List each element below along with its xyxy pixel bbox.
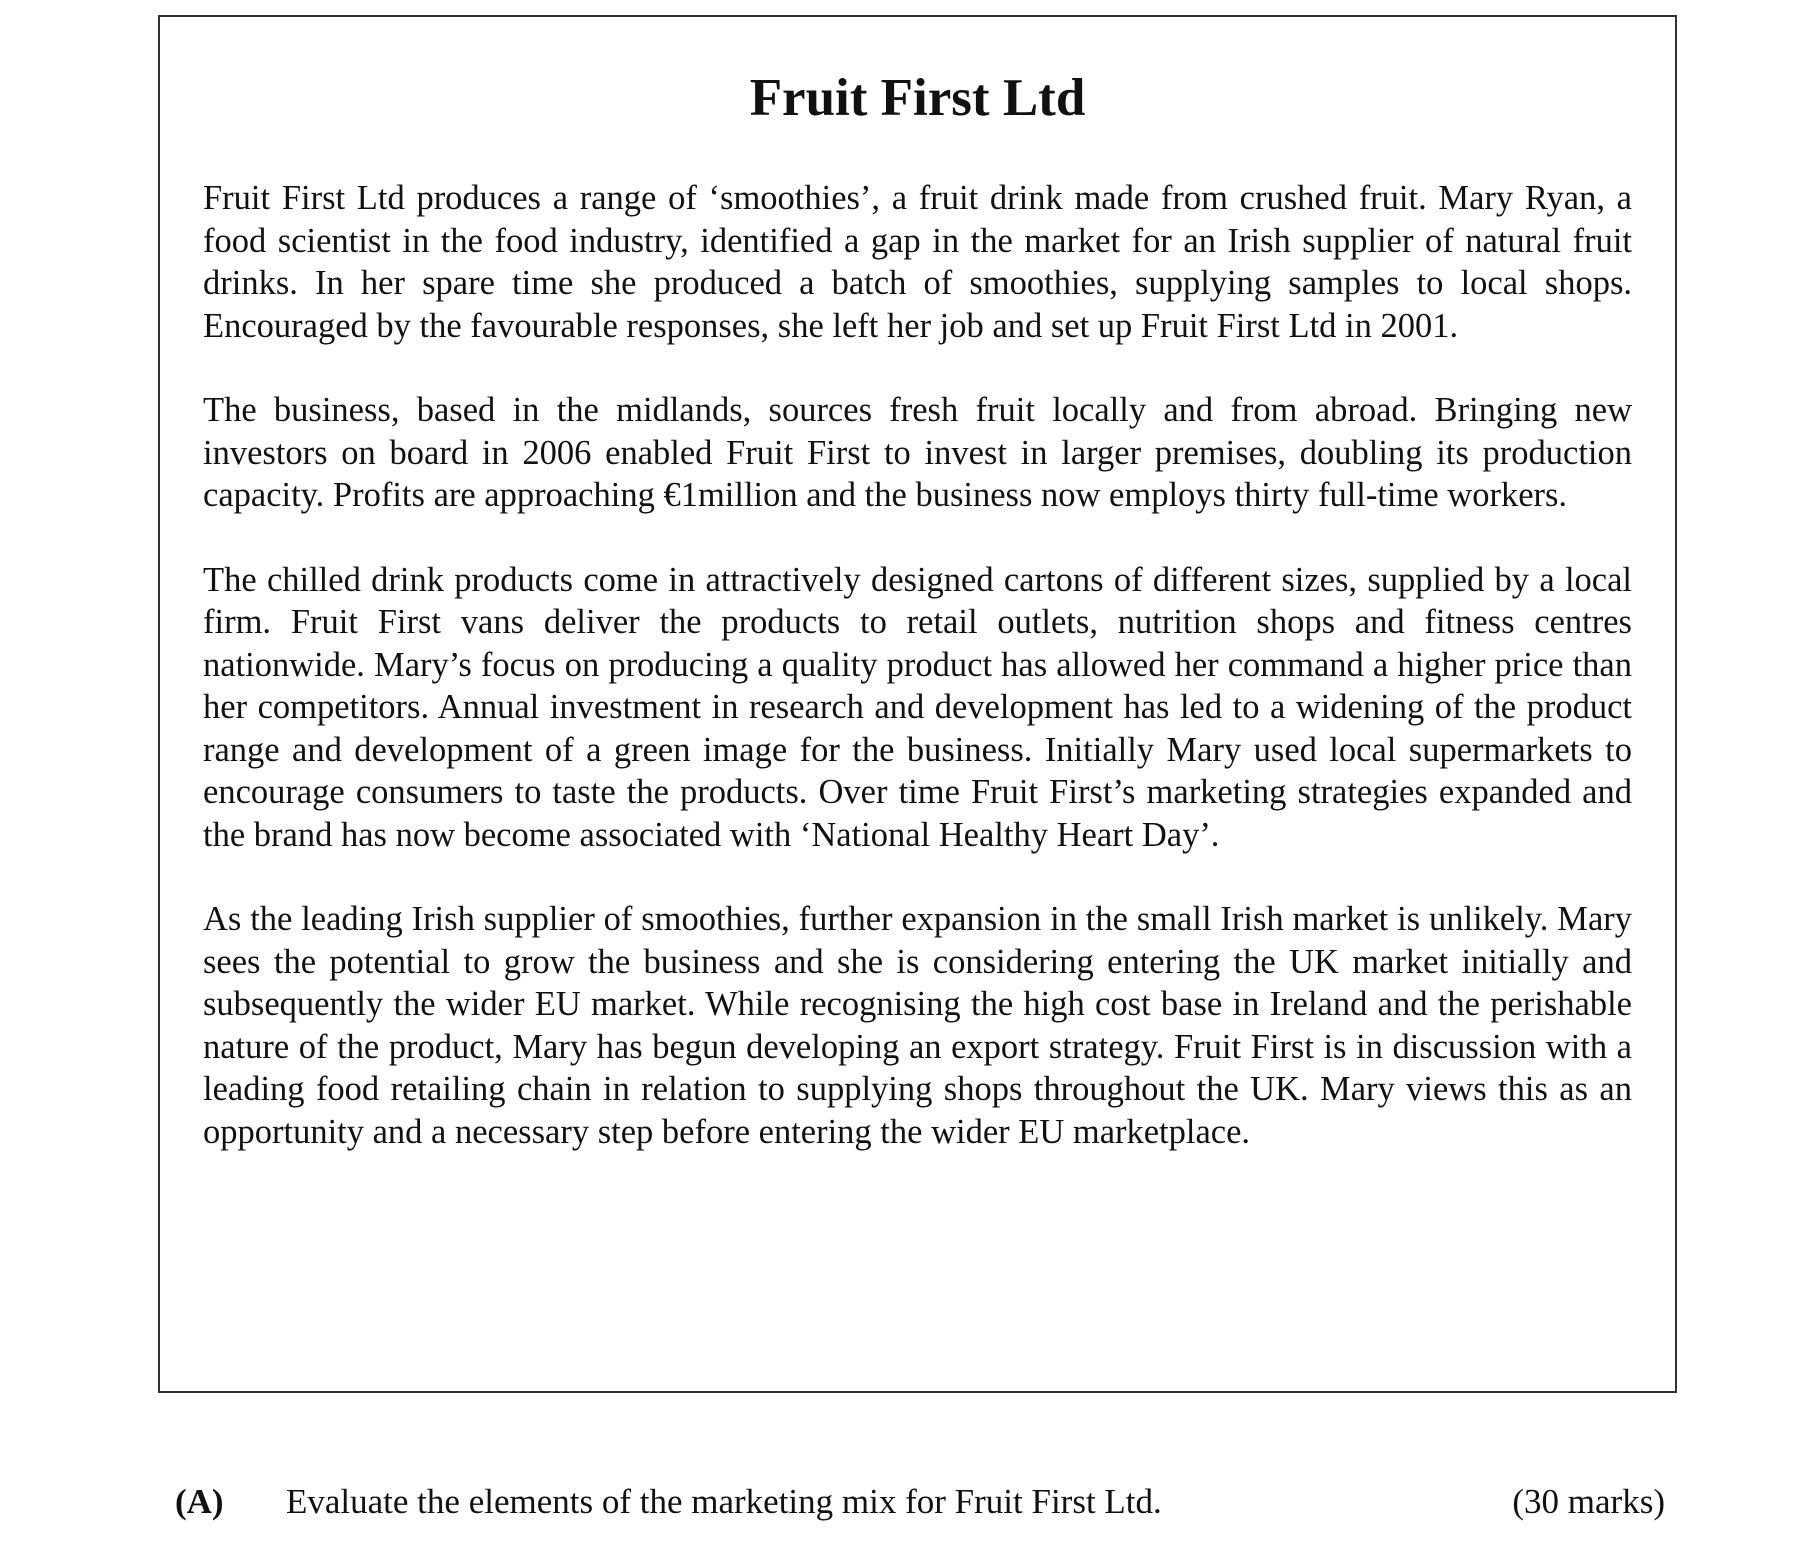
case-study-body — [203, 177, 1632, 1195]
question-label: (A) — [175, 1482, 224, 1521]
case-study-box — [158, 15, 1677, 1393]
case-paragraph-3: The chilled drink products come in attractively designed cartons of different sizes, supplied by a local firm. Fruit First vans deliver the products to retail outlets, nutrition shops and fitness centres nationwide. Mary’s focus on producing a quality product has allowed her command a higher price than her competitors. Annual investment in research and development has led to a widening of the product range and development of a green image for the business. Initially Mary used local supermarkets to encourage consumers to taste the products. Over time Fruit First’s marketing strategies expanded and the brand has now become associated with ‘National Healthy Heart Day’. — [203, 560, 1632, 854]
question-text: Evaluate the elements of the marketing mix for Fruit First Ltd. — [286, 1482, 1162, 1521]
case-paragraph-4: As the leading Irish supplier of smoothies, further expansion in the small Irish market is unlikely. Mary sees the potential to grow the business and she is considering entering the UK market initially and subsequently the wider EU market. While recognising the high cost base in Ireland and the perishable nature of the product, Mary has begun developing an export strategy. Fruit First is in discussion with a leading food retailing chain in relation to supplying shops throughout the UK. Mary views this as an opportunity and a necessary step before entering the wider EU marketplace. — [203, 900, 1632, 1151]
case-study-title: Fruit First Ltd — [749, 69, 1086, 127]
question-marks: (30 marks) — [1512, 1482, 1665, 1521]
case-paragraph-1: Fruit First Ltd produces a range of ‘smoothies’, a fruit drink made from crushed fruit. Mary Ryan, a food scientist in the food industry, identified a gap in the market for an Irish supplier of natural fruit drinks. In her spare time she produced a batch of smoothies, supplying samples to local shops. Encouraged by the favourable responses, she left her job and set up Fruit First Ltd in 2001. — [203, 179, 1632, 345]
case-paragraph-2: The business, based in the midlands, sources fresh fruit locally and from abroad. Bringing new investors on board in 2006 enabled Fruit First to invest in larger premises, doubling its production capacity. Profits are approaching €1million and the business now employs thirty full-time workers. — [203, 391, 1632, 514]
